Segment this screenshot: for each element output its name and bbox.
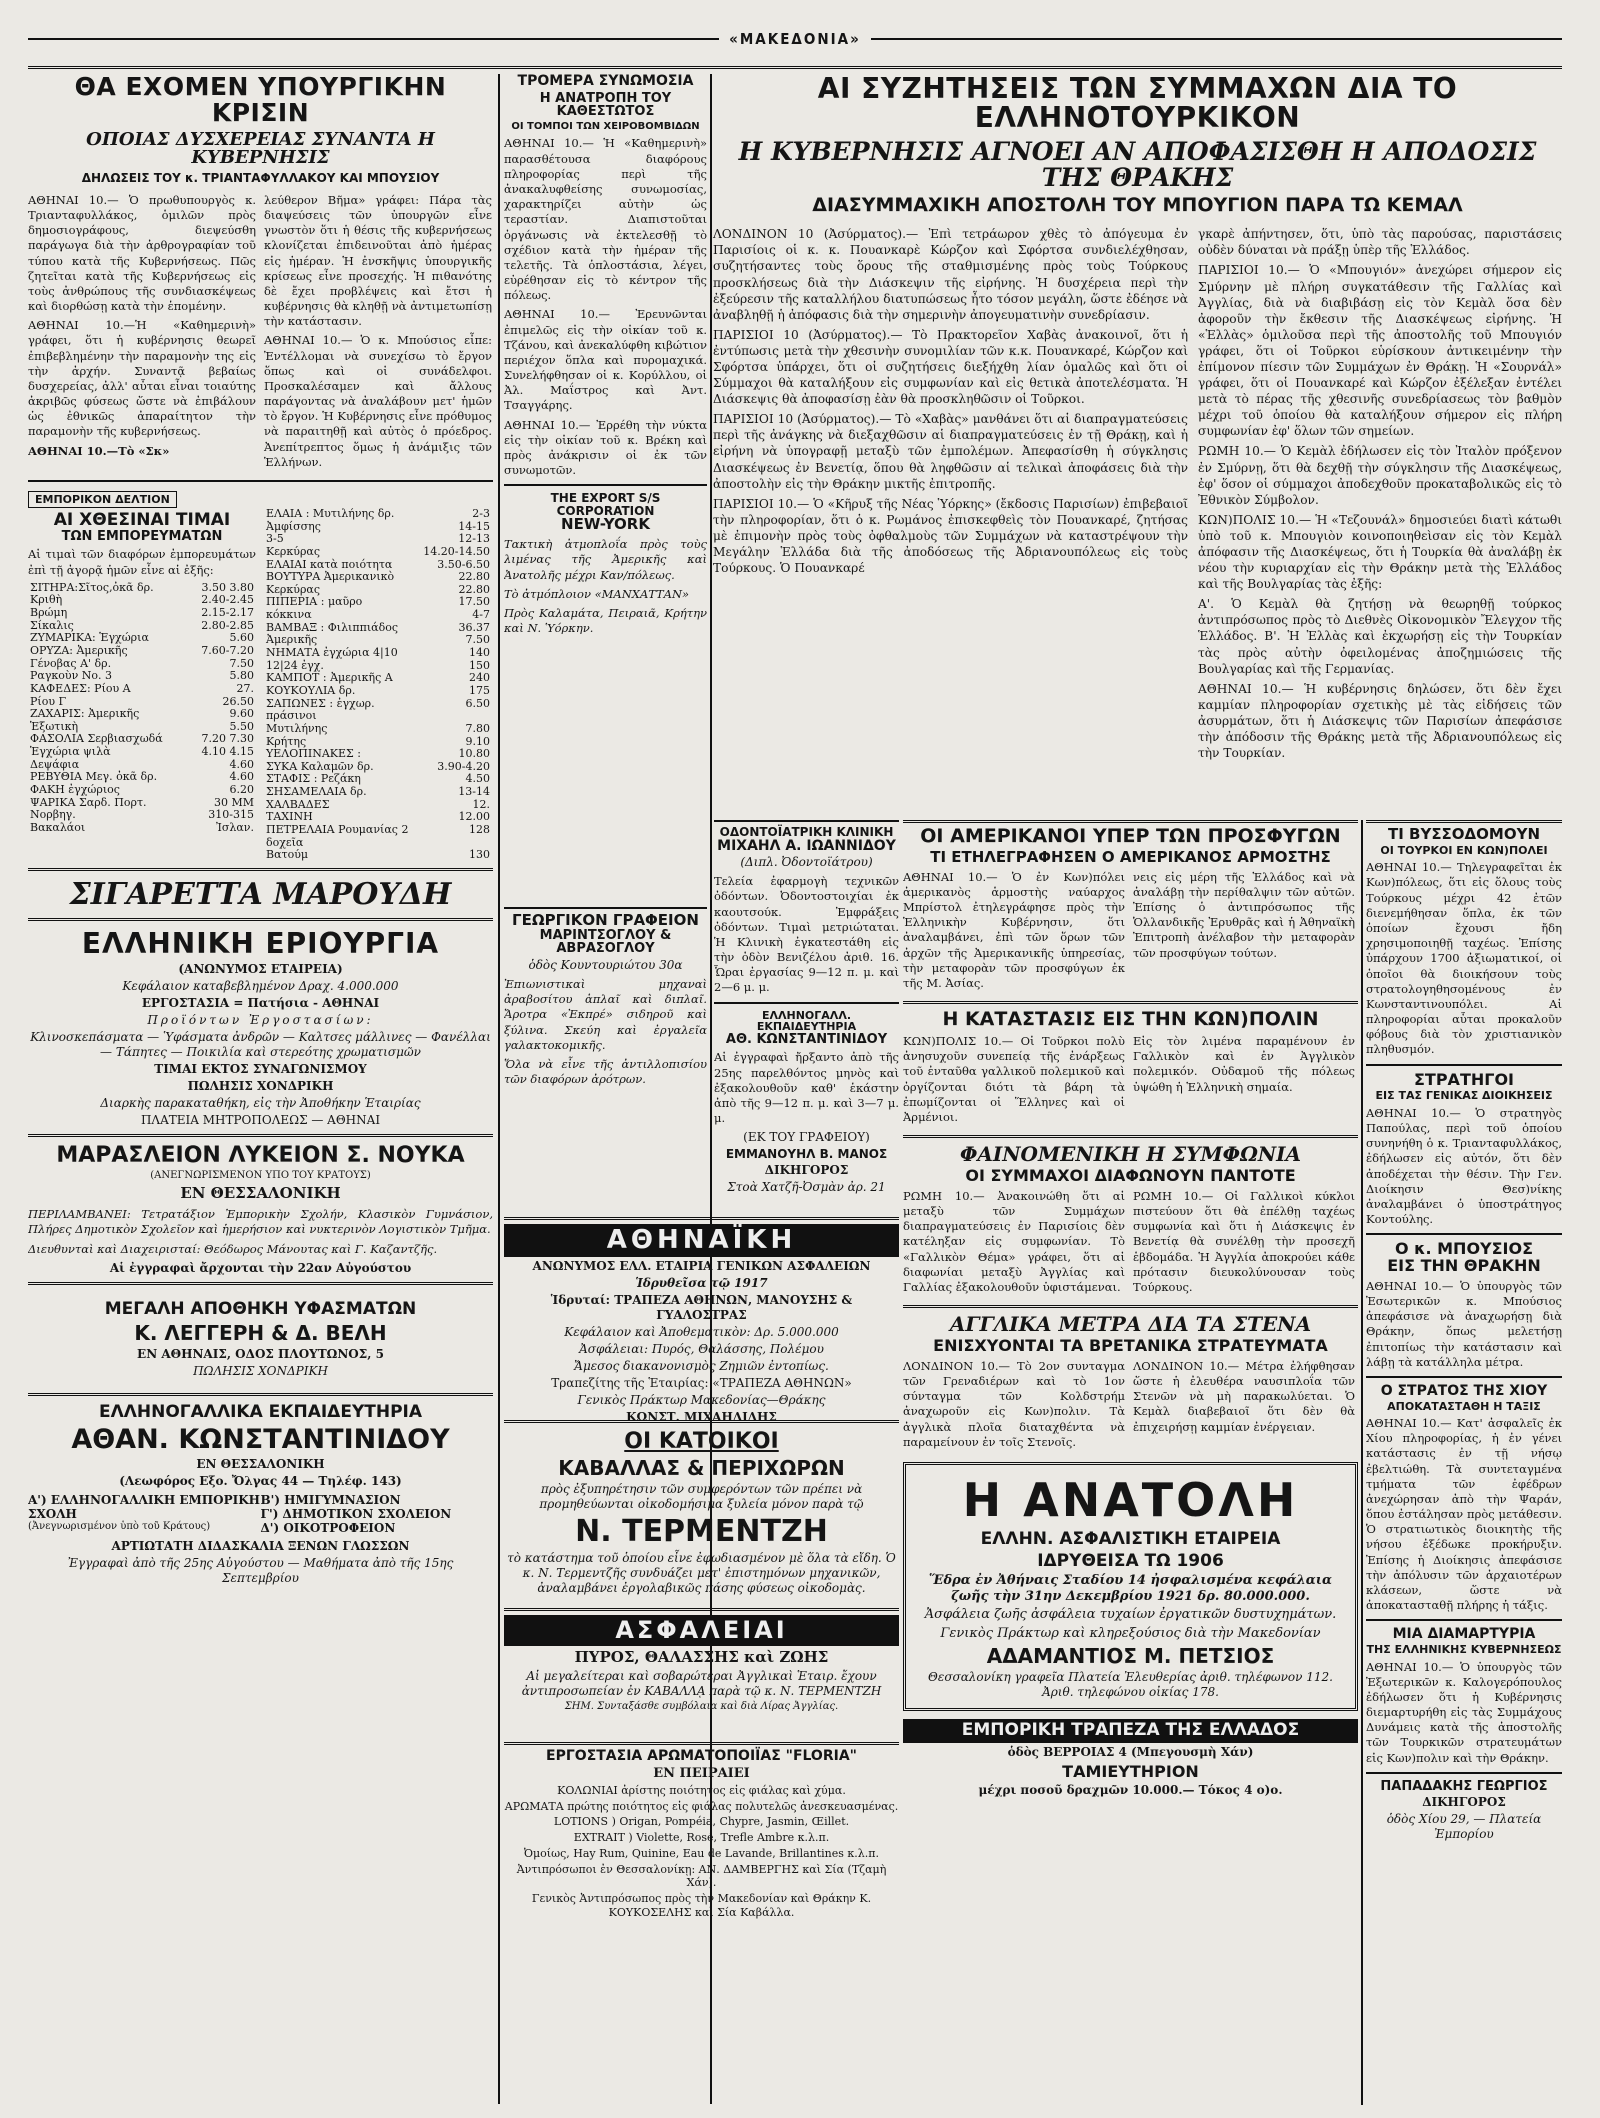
ad-bank-body: μέχρι ποσοῦ δραχμῶν 10.000.— Τόκος 4 ο)ο. xyxy=(978,1782,1283,1797)
ad-athinaiki-bank: Τραπεζίτης τῆς Ἑταιρίας: «ΤΡΑΠΕΖΑ ΑΘΗΝΩΝ» xyxy=(551,1376,852,1391)
price-item: Κερκύρας xyxy=(266,544,321,558)
price-row xyxy=(264,546,492,559)
price-item: ΡΕΒΥΘΙΑ Μεγ. ὀκᾶ δρ. xyxy=(30,770,158,784)
price-item: Ἑξωτικὴ xyxy=(30,719,79,733)
price-item: Γένοβας Α' δρ. xyxy=(30,656,112,670)
protests-p1: ΑΘΗΝΑΙ 10.— Ὁ ἐν Κων)πόλει ἀμερικανὸς ἁρμοστὴς ναύαρχος Μπρίστολ ἐτηλεγράφησε πρὸς τὴν Ἑλληνικὴν Κυβέρνησιν, ὅτι ἀναλαμβάνει, ἐπὶ τῶν ὅρων τῶν ἀρχῶν τῆς Ἀμερικανικῆς ὑπηρεσίας, τὴν μεταφορὰν τῶν προσφύγων ἐκ τῆς Μ. Ἀσίας. xyxy=(903,869,1125,990)
ad-edu2-title: ΕΛΛΗΝΟΓΑΛΛ. ΕΚΠΑΙΔΕΥΤΗΡΙΑ xyxy=(756,1008,857,1034)
ad-school-body: ΠΕΡΙΛΑΜΒΑΝΕΙ: Τετρατάξιον Ἐμπορικὴν Σχολήν, Κλασικὸν Γυμνάσιον, Πλήρες Δημοτικὸν Σχολεῖον καὶ ἡμερήσιον καὶ νυκτερινὸν Λογιστικὸν Τμῆμα. xyxy=(28,1207,493,1237)
price-item: 12|24 ἐγχ. xyxy=(266,658,324,672)
ad-papadakis-title: ΔΙΚΗΓΟΡΟΣ xyxy=(1422,1795,1506,1810)
ad-wool-sales: ΠΩΛΗΣΙΣ ΧΟΝΔΡΙΚΗ xyxy=(187,1078,334,1093)
ad-fabrics-addr: ΕΝ ΑΘΗΝΑΙΣ, ΟΔΟΣ ΠΛΟΥΤΩΝΟΣ, 5 xyxy=(137,1346,384,1361)
price-row xyxy=(28,645,256,658)
price-row xyxy=(264,698,492,723)
price-value: 7.50 xyxy=(465,633,490,647)
price-value: 10.80 xyxy=(458,747,490,761)
price-value: 14-15 xyxy=(458,519,490,533)
ad-anatoli-addr: Θεσσαλονίκη γραφεῖα Πλατεία Ἐλευθερίας ἀριθ. τηλέφωνον 112. Ἀριθ. τηλεφώνου οἰκίας 178. xyxy=(928,1669,1333,1699)
kpoli-headline: Η ΚΑΤΑΣΤΑΣΙΣ ΕΙΣ ΤΗΝ ΚΩΝ)ΠΟΛΙΝ xyxy=(942,1008,1319,1031)
ad-bank-addr: ὁδὸς ΒΕΡΡΟΙΑΣ 4 (Μπεγουσμὴ Χάν) xyxy=(1007,1744,1254,1759)
ad-floria-place: ΕΝ ΠΕΙΡΑΙΕΙ xyxy=(653,1765,750,1781)
ad-residents-name: Ν. ΤΕΡΜΕΝΤΖΗ xyxy=(575,1514,828,1549)
ad-athinaiki-agent-name: ΚΩΝΣΤ. ΜΙΧΑΗΛΙΔΗΣ xyxy=(626,1410,777,1424)
price-row xyxy=(264,533,492,546)
price-value: 5.60 xyxy=(229,631,254,645)
price-item: ΣΤΑΦΙΣ : Ρεζάκη xyxy=(266,772,361,786)
main-p4: ΠΑΡΙΣΙΟΙ 10.— Ὁ «Κῆρυξ τῆς Νέας Ὑόρκης» (ἔκδοσις Παρισίων) ἐπιβεβαιοῖ τὴν πληροφορίαν, ὅτι ὁ κ. Ρωμάνος ἐπισκεφθεὶς τὸν Πουανκαρέ, ζητήσας μὲ ἐπιμονὴν πρὸς τοὺς ὀφθαλμοὺς τῶν Συμμάχων νὰ καταστρέψουν τὴν Μεγάλην Ἑλλάδα διὰ τῆς ἀποδόσεως τῆς Ἀδριανουπόλεως εἰς τοὺς Τούρκους. Ὁ Πουανκαρέ xyxy=(713,496,1188,576)
conspiracy-p1: ΑΘΗΝΑΙ 10.— Ἡ «Καθημερινὴ» παρασθέτουσα διαφόρους πληροφορίας περὶ τῆς ἀνακαλυφθείσης συνωμοσίας, χαρακτηρίζει αὐτὴν ὡς τεραστίαν. Διαπιστοῦται ὀργάνωσις νὰ ἐκτελεσθῇ τὸ σχέδιον κατὰ τὴν ἡμέραν τῆς τελετῆς. Τὰ ὁπλοστάσια, λέγει, εὑρέθησαν εἰς τὸ κέντρον τῆς πόλεως. xyxy=(504,136,707,303)
ad-export-body: Τακτικὴ ἀτμοπλοΐα πρὸς τοὺς λιμένας τῆς Ἀμερικῆς καὶ Ἀνατολῆς μέχρι Καν/πόλεως. xyxy=(504,537,707,582)
ad-papadakis-addr: ὁδὸς Χίου 29, — Πλατεία Ἐμπορίου xyxy=(1386,1812,1542,1842)
ad-athinaiki-types2: Ἄμεσος διακανονισμὸς Ζημιῶν ἐντοπίως. xyxy=(574,1359,829,1374)
price-item: ΕΛΑΙΑΙ κατὰ ποιότητα xyxy=(266,557,393,571)
ad-residents-body2: τὸ κατάστημα τοῦ ὁποίου εἶνε ἐφωδιασμένον μὲ ὅλα τὰ εἴδη. Ὁ κ. Ν. Τερμεντζῆς συνδυάζει μετ' ἐπιστημόνων μηχανικῶν, ἀναλαμβάνει ἐργολαβικῶς πάσης φύσεως οἰκοδομὰς. xyxy=(507,1551,896,1595)
ad-wool-prices: ΤΙΜΑΙ ΕΚΤΟΣ ΣΥΝΑΓΩΝΙΣΜΟΥ xyxy=(154,1061,367,1076)
crisis-p3: λεύθερον Βῆμα» γράφει: Πάρα τὰς διαψεύσεις τῶν ὑπουργῶν εἶνε γνωστὸν ὅτι ἡ θέσις τῆς κυβερνήσεως κλονίζεται ἐπιδεινοῦται ἀπὸ ἡμέρας εἰς ἡμέραν. Ἡ ἐνσκῆψις ὑπουργικῆς κρίσεως εἶνε προσεχής. Ἡ πιθανότης δὲ ἔχει προβλέψεις καὶ ἔτσι ἡ κυβέρνησις θὰ κληθῇ νὰ ἀντιμετωπίσῃ τὴν κατάστασιν. xyxy=(264,192,492,329)
price-value: 7.50 xyxy=(229,656,254,670)
ad-insurance xyxy=(504,1608,899,1745)
price-item: ΒΟΥΤΥΡΑ Ἀμερικανικὸ xyxy=(266,570,395,584)
ad-lawyer-name: ΕΜΜΑΝΟΥΗΛ Β. ΜΑΝΟΣ xyxy=(725,1147,888,1162)
ad-athinaiki xyxy=(504,1217,899,1424)
ad-anatoli xyxy=(903,1462,1358,1711)
chios-headline: Ο ΣΤΡΑΤΟΣ ΤΗΣ ΧΙΟΥ xyxy=(1380,1382,1548,1399)
ad-edu-name: ΑΘΑΝ. ΚΩΝΣΤΑΝΤΙΝΙΔΟΥ xyxy=(71,1423,450,1455)
price-item: ΣΙΤΗΡΑ:Σῖτος,ὀκᾶ δρ. xyxy=(30,580,154,594)
ad-edu-r1: Β') ΗΜΙΓΥΜΝΑΣΙΟΝ xyxy=(260,1492,401,1507)
price-item: Κερκύρας xyxy=(266,582,321,596)
protest-p1: ΑΘΗΝΑΙ 10.— Ὁ ὑπουργὸς τῶν Ἐξωτερικῶν κ. Καλογερόπουλος ἐδήλωσεν ὅτι ἡ Κυβέρνησις διεμαρτυρήθη εἰς τὰς Συμμάχους Δυνάμεις κατὰ τῆς ἀποστολῆς τῶν Τουρκικῶν στρατευμάτων εἰς Κων)πολιν καὶ τὴν Θράκην. xyxy=(1366,1659,1562,1765)
main-p10: ΑΘΗΝΑΙ 10.— Ἡ κυβέρνησις δηλώσεν, ὅτι δὲν ἔχει καμμίαν πληροφορίαν σχετικὴς μὲ τὰς εἰδήσεις τῶν ἀσυρμάτων, ὅτι ἡ Διάσκεψις τῶν Παρισίων ἀπεφάσισε τὴν ἀπόδοσιν τῆς Θράκης μετὰ τῆς Ἀδριανουπόλεως εἰς τὴν Τουρκίαν. xyxy=(1198,681,1562,761)
ad-dentist-sub: (Διπλ. Ὀδοντοϊάτρου) xyxy=(740,855,873,870)
straits-p2: ΛΟΝΔΙΝΟΝ 10.— Μέτρα ἐλήφθησαν ὥστε ἡ ἐλευθέρα ναυσιπλοΐα τῶν Στενῶν νὰ μὴ παρακωλύεται. Ὁ Κεμὰλ διαβεβαιοῖ ὅτι δὲν θὰ ἐπιχειρήσῃ καμμίαν ἐνέργειαν. xyxy=(1133,1358,1355,1434)
ad-anatoli-body2: Ἀσφάλεια ζωῆς ἀσφάλεια τυχαίων ἐργατικῶν δυστυχημάτων. xyxy=(924,1607,1337,1623)
protests-sub: ΤΙ ΕΤΗΛΕΓΡΑΦΗΣΕΝ Ο ΑΜΕΡΙΚΑΝΟΣ ΑΡΜΟΣΤΗΣ xyxy=(930,847,1331,866)
ad-insurance-title: ΑΣΦΑΛΕΙΑΙ xyxy=(504,1615,899,1646)
ad-wool-rep: Διαρκὴς παρακαταθήκη, εἰς τὴν Ἀποθήκην Ἑταιρίας xyxy=(100,1095,421,1110)
main-p9: Α'. Ὁ Κεμὰλ θὰ ζητήσῃ νὰ θεωρηθῇ τούρκος ἀντιπρόσωπος πρὸς τὸ Διεθνὲς Οἰκονομικὸν Ἔλεγχον τῆς Ἑλλάδος. Β'. Ἡ Ἑλλὰς καὶ ἐκχωρήσῃ εἰς τὴν Τουρκίαν τὰς πρὸς αὐτὴν ὀφειλομένας ἀποζημιώσεις τῆς Βουλγαρίας καὶ τῆς Γερμανίας. xyxy=(1198,597,1562,676)
ad-edu-addr: (Λεωφόρος Εξο. Ὄλγας 44 — Τηλέφ. 143) xyxy=(119,1473,402,1488)
ad-athinaiki-types: Ἀσφάλειαι: Πυρός, Θαλάσσης, Πολέμου xyxy=(579,1342,824,1357)
price-item: Ραγκοὺν Νο. 3 xyxy=(30,669,113,683)
commercial-head: ΕΜΠΟΡΙΚΟΝ ΔΕΛΤΙΟΝ xyxy=(28,491,177,508)
price-item: ΚΑΦΕΔΕΣ: Ρίου Α xyxy=(30,681,131,695)
price-value: 6.20 xyxy=(229,783,254,797)
ad-wool-products: Προϊόντων Ἐργοστασίων: xyxy=(147,1012,374,1027)
main-p1: ΛΟΝΔΙΝΟΝ 10 (Ἀσύρματος).— Ἐπὶ τετράωρον χθὲς τὸ ἀπόγευμα ἐν Παρισίοις οἱ κ. κ. Πουανκαρὲ Κώρζον καὶ Σφόρτσα συνδιελέχθησαν, συζητήσαντες τοὺς ὅρους τῆς σταθμισμένης πρὸς τοὺς Τούρκους προσκλήσεως διὰ τὴν Διάσκεψιν τῆς εἰρήνης. Ἡ δυσχέρεια περὶ τὴν ἐξεύρεσιν τῆς καταλλήλου διατυπώσεως ἦτο τόσον μεγάλη, ὥστε ἐδέησε νὰ ἀναβληθῇ ἡ ἀπόφασις διὰ τὴν σημερινὴν ἀπογευματινὴν συνεδρίασιν. xyxy=(713,227,1188,322)
price-value: 12. xyxy=(472,797,490,811)
ad-floria-l3: LOTIONS ) Origan, Pompéia, Chypre, Jasmin, Œillet. xyxy=(553,1815,850,1829)
price-value: 27. xyxy=(236,681,254,695)
ad-floria-l7: Γενικὸς Ἀντιπρόσωπος πρὸς τὴν Μακεδονίαν καὶ Θράκην Κ. ΚΟΥΚΟΣΕΛΗΣ καὶ Σία Καβάλλα. xyxy=(531,1892,872,1919)
crisis-p1: ΑΘΗΝΑΙ 10.— Ὁ πρωθυπουργὸς κ. Τριανταφυλλάκος, ὁμιλῶν πρὸς δημοσιογράφους, διεψεύσθη παράγωγα διὰ τὴν ἀρθρογραφίαν τοῦ τύπου κατὰ τῆς Κυβερνήσεως. Πῶς ζητεῖται κατὰ τῆς Κυβερνήσεως εἰς τοὺς ἀνθρώπους τῆς συνδιασκέψεως καὶ διορθώσῃ κατὰ τὴν ἑπομένην. xyxy=(28,192,256,314)
column-far-right xyxy=(1366,820,1562,2105)
price-value: 7.60-7.20 xyxy=(201,644,254,657)
ad-floria-title: ΕΡΓΟΣΤΑΣΙΑ ΑΡΩΜΑΤΟΠΟΙΪΑΣ "FLORIA" xyxy=(546,1748,857,1764)
price-row xyxy=(264,571,492,584)
price-value: 2.80-2.85 xyxy=(201,618,254,632)
price-row xyxy=(28,746,256,759)
ad-export-body2: Πρὸς Καλαμάτα, Πειραιᾶ, Κρήτην καὶ Ν. Ὑόρκην. xyxy=(504,605,707,634)
ad-bank-sub: ΤΑΜΙΕΥΤΗΡΙΟΝ xyxy=(1062,1761,1199,1781)
main-p6: ΠΑΡΙΣΙΟΙ 10.— Ὁ «Μπουγιόν» ἀνεχώρει σήμερον εἰς Σμύρνην μὲ πλήρη συγκατάθεσιν τῆς Γαλλίας καὶ Ἀγγλίας, διὰ νὰ διαβιβάσῃ εἰς τὸν Κεμὰλ ὅσα δὲν ἀφοροῦν τὴν ἔκθεσιν τῆς Διασκέψεως εἰρήνης. Ἡ «Ἑλλὰς» ὁμιλοῦσα περὶ τῆς ἀποστολῆς τοῦ Μπουγιόν γράφει, ὅτι οἱ Τοῦρκοι εὑρίσκουν ἀντικειμένην τὴν ἐπίμονον πίεσιν τῶν Συμμάχων ἐν Θράκῃ. Ἡ «Σουρνάλ» γράφει, ὅτι οἱ Πουανκαρέ καὶ Κώρζον ἐξέλεξαν ἐντέλει μετὰ τὸ πέρας τῆς χθεσινῆς συνεδρίασεως τὸν βαθμὸν μέχρι τοῦ ὁποίου θὰ καταλήξουν σήμερον εἰς πλήρη συμφωνίαν ἐφ' ὅλων τῶν σημείων. xyxy=(1198,263,1562,439)
ad-edu-title: ΕΛΛΗΝΟΓΑΛΛΙΚΑ ΕΚΠΑΙΔΕΥΤΗΡΙΑ xyxy=(98,1401,423,1422)
price-row xyxy=(28,784,256,797)
ad-floria-l6: Ἀντιπρόσωποι ἐν Θεσσαλονίκῃ: ΑΝ. ΔΑΜΒΕΡΓΗΣ καὶ Σία (Τζαμὴ Χάν). xyxy=(516,1862,887,1890)
price-value: 5.50 xyxy=(229,719,254,733)
price-row xyxy=(264,824,492,849)
straits-sub: ΕΝΙΣΧΥΟΝΤΑΙ ΤΑ ΒΡΕΤΑΝΙΚΑ ΣΤΡΑΤΕΥΜΑΤΑ xyxy=(933,1336,1328,1356)
price-value: 140 xyxy=(469,646,490,660)
ad-georgikon-body: Ἐπιωνιστικαὶ μηχαναὶ ἀραβοσίτου ἁπλαῖ καὶ διπλαῖ. Ἄροτρα «Ἐκπρέ» σιδηροῦ καὶ ξύλινα. Σκεύη καὶ ἐργαλεῖα γαλακτοκομικῆς. xyxy=(504,977,707,1052)
price-value: 150 xyxy=(469,658,490,672)
price-item: ΚΑΜΠΟΤ : Ἀμερικῆς Α xyxy=(266,671,393,685)
price-value: 5.80 xyxy=(229,669,254,683)
price-value: 9.10 xyxy=(465,734,490,748)
ad-floria xyxy=(504,1742,899,1949)
ad-wool xyxy=(28,927,493,1128)
price-item: ΟΡΥΖΑ: Ἀμερικῆς xyxy=(30,644,128,657)
price-item: ΤΑΧΙΝΗ xyxy=(266,810,313,824)
ad-georgikon xyxy=(504,907,707,1168)
ad-school-sub: (ΑΝΕΓΝΩΡΙΣΜΕΝΟΝ ΥΠΟ ΤΟΥ ΚΡΑΤΟΥΣ) xyxy=(150,1169,371,1181)
price-item: Ρίου Γ xyxy=(30,694,67,708)
price-item: ΦΑΣΟΛΙΑ Σερβιασχωδά xyxy=(30,732,163,746)
agreement-sub: ΟΙ ΣΥΜΜΑΧΟΙ ΔΙΑΦΩΝΟΥΝ ΠΑΝΤΟΤΕ xyxy=(965,1166,1296,1186)
price-item: ΥΕΛΟΠΙΝΑΚΕΣ : xyxy=(266,747,361,761)
conspiracy-headline: ΤΡΟΜΕΡΑ ΣΥΝΩΜΟΣΙΑ xyxy=(517,74,694,89)
price-value: 4.60 xyxy=(229,770,254,784)
price-item: Ἀμφίσσης xyxy=(266,519,321,533)
ad-athinaiki-capital: Κεφάλαιον καὶ Ἀποθεματικὸν: Δρ. 5.000.000 xyxy=(564,1325,839,1340)
protest-sub: ΤΗΣ ΕΛΛΗΝΙΚΗΣ ΚΥΒΕΡΝΗΣΕΩΣ xyxy=(1366,1643,1562,1657)
commercial-table-right xyxy=(264,508,492,862)
crisis-headline: ΘΑ ΕΧΟΜΕΝ ΥΠΟΥΡΓΙΚΗΝ ΚΡΙΣΙΝ xyxy=(74,74,447,128)
ad-fabrics-names: Κ. ΛΕΓΓΕΡΗ & Δ. ΒΕΛΗ xyxy=(134,1320,387,1345)
crisis-p5: ΑΘΗΝΑΙ 10.—Τὸ «Σκ» xyxy=(28,443,170,458)
ad-athinaiki-founders: Ἱδρυταί: ΤΡΑΠΕΖΑ ΑΘΗΝΩΝ, ΜΑΝΟΥΣΗΣ & ΓΥΑΛΟΣΤΡΑΣ xyxy=(550,1293,853,1323)
price-row xyxy=(28,607,256,620)
generals-p1: ΑΘΗΝΑΙ 10.— Ὁ στρατηγὸς Παπούλας, περὶ τοῦ ὁποίου συνηνήθη ὁ κ. Τριανταφυλλάκος, ἐδήλωσεν εἰς αὐτόν, ὅτι δὲν ἀποδέχεται τὴν θέσιν. Τὴν Γεν. Διοίκησιν Θεσ)νίκης ἀναλαμβάνει ὁ ὑποστράτηγος Κοντούλης. xyxy=(1366,1105,1562,1227)
ad-fabrics-title: ΜΕΓΑΛΗ ΑΠΟΘΗΚΗ ΥΦΑΣΜΑΤΩΝ xyxy=(104,1298,417,1319)
ad-floria-l1: ΚΟΛΩΝΙΑΙ ἀρίστης ποιότητος εἰς φιάλας καὶ χύμα. xyxy=(557,1783,846,1797)
ad-anatoli-body: Ἕδρα ἐν Ἀθήναις Σταδίου 14 ἠσφαλισμένα κεφάλαια ζωῆς τὴν 31ην Δεκεμβρίου 1921 δρ. 80.000.000. xyxy=(928,1572,1333,1605)
price-item: ΠΙΠΕΡΙΑ : μαῦρο xyxy=(266,595,363,609)
ad-residents-title: ΟΙ ΚΑΤΟΙΚΟΙ xyxy=(624,1429,779,1454)
column-center-right xyxy=(903,820,1358,2100)
ad-insurance-sub: ΠΥΡΟΣ, ΘΑΛΑΣΣΗΣ καὶ ΖΩΗΣ xyxy=(574,1648,829,1667)
price-item: ΖΑΧΑΡΙΣ: Ἀμερικῆς xyxy=(30,707,140,721)
ad-dentist-title: ΟΔΟΝΤΟΪΑΤΡΙΚΗ ΚΛΙΝΙΚΗ xyxy=(719,825,894,839)
kpoli-p1: ΚΩΝ)ΠΟΛΙΣ 10.— Οἱ Τοῦρκοι πολὺ ἀνησυχοῦν συνεπείᾳ τῆς ἐνάρξεως τοῦ ἐνταῦθα γαλλικοῦ πολεμικοῦ καὶ ὀργίζονται διότι τὰ βάρη τὰ ἐπωμίζονται οἱ Ἕλληνες καὶ οἱ Ἀρμένιοι. xyxy=(903,1034,1125,1124)
masthead xyxy=(28,12,1562,69)
price-item: ΖΥΜΑΡΙΚΑ: Ἑγχώρια xyxy=(30,631,149,645)
price-value: 3.90-4.20 xyxy=(437,759,490,773)
ad-athinaiki-sub: ΑΝΩΝΥΜΟΣ ΕΛΛ. ΕΤΑΙΡΙΑ ΓΕΝΙΚΩΝ ΑΣΦΑΛΕΙΩΝ xyxy=(532,1259,871,1274)
price-item: ΝΗΜΑΤΑ ἐγχώρια 4|10 xyxy=(266,646,398,660)
ad-edu2-foot: (ΕΚ ΤΟΥ ΓΡΑΦΕΙΟΥ) xyxy=(743,1130,870,1145)
ad-dentist-name: ΜΙΧΑΗΛ Α. ΙΩΑΝΝΙΔΟΥ xyxy=(717,837,896,854)
masthead-title: «ΜΑΚΕΔΟΝΙΑ» xyxy=(719,30,871,48)
ad-anatoli-title: Η ΑΝΑΤΟΛΗ xyxy=(962,1472,1299,1527)
crisis-subheadline: ΟΠΟΙΑΣ ΔΥΣΧΕΡΕΙΑΣ ΣΥΝΑΝΤΑ Η ΚΥΒΕΡΝΗΣΙΣ xyxy=(86,128,435,169)
price-row xyxy=(264,786,492,799)
ad-georgikon-addr: ὁδὸς Κουντουριώτου 30α xyxy=(528,958,683,973)
conspiracy-deck: ΟΙ ΤΟΜΠΟΙ ΤΩΝ ΧΕΙΡΟΒΟΜΒΙΔΩΝ xyxy=(511,120,700,132)
ad-edu-foot2: Ἐγγραφαὶ ἀπὸ τῆς 25ης Αὐγούστου — Μαθήματα ἀπὸ τῆς 15ης Σεπτεμβρίου xyxy=(67,1555,454,1585)
straits-p1: ΛΟΝΔΙΝΟΝ 10.— Τὸ 2ον συνταγμα τῶν Γρεναδιέρων καὶ τὸ 1ον σύνταγμα τῶν Κολδστρήμ ἀναχωροῦν εἰς Κων)πολιν. Τὰ ἀγγλικὰ πλοῖα διαταχθέντα νὰ παραμείνουν ἐν τοῖς Στενοῖς. xyxy=(903,1358,1125,1449)
bousios-headline: Ο κ. ΜΠΟΥΣΙΟΣ xyxy=(1394,1239,1534,1259)
generals-sub: ΕΙΣ ΤΑΣ ΓΕΝΙΚΑΣ ΔΙΟΙΚΗΣΕΙΣ xyxy=(1375,1089,1553,1103)
ad-lawyer-addr: Στοὰ Χατζῆ-Ὀσμὰν ἀρ. 21 xyxy=(727,1179,886,1194)
bousios-p1: ΑΘΗΝΑΙ 10.— Ὁ ὑπουργὸς τῶν Ἐσωτερικῶν κ. Μπούσιος ἀπεφάσισε νὰ ἀναχωρήσῃ διὰ Θράκην, ὅπως μελετήσῃ ἐπιτοπίως τὴν κατάστασιν καὶ λάβῃ τὰ κατάλληλα μέτρα. xyxy=(1366,1278,1562,1369)
ad-anatoli-sub: ΕΛΛΗΝ. ΑΣΦΑΛΙΣΤΙΚΗ ΕΤΑΙΡΕΙΑ xyxy=(980,1528,1281,1549)
price-row xyxy=(264,609,492,622)
protest-headline: ΜΙΑ ΔΙΑΜΑΡΤΥΡΙΑ xyxy=(1392,1626,1536,1643)
ad-anatoli-name: ΑΔΑΜΑΝΤΙΟΣ Μ. ΠΕΤΣΙΟΣ xyxy=(986,1643,1275,1668)
ad-edu-foot: ΑΡΤΙΩΤΑΤΗ ΔΙΔΑΣΚΑΛΙΑ ΞΕΝΩΝ ΓΛΩΣΣΩΝ xyxy=(111,1538,410,1553)
price-value: 13-14 xyxy=(458,785,490,799)
price-value: 26.50 xyxy=(222,694,254,708)
price-value: 4.10 4.15 xyxy=(201,745,254,759)
agreement-headline: ΦΑΙΝΟΜΕΝΙΚΗ Η ΣΥΜΦΩΝΙΑ xyxy=(959,1142,1302,1167)
price-item: ΣΑΠΩΝΕΣ : ἐγχωρ. πράσινοι xyxy=(266,696,375,723)
ad-edu2-body: Αἱ ἐγγραφαὶ ἤρξαντο ἀπὸ τῆς 25ης παρελθόντος μηνὸς καὶ ἐξακολουθοῦν καθ' ἑκάστην ἀπὸ τῆς 9—12 π. μ. καὶ 3—7 μ. μ. xyxy=(714,1050,899,1126)
price-value: 2-3 xyxy=(472,506,490,520)
conspiracy-p2: ΑΘΗΝΑΙ 10.— Ἐρευνῶνται ἐπιμελῶς εἰς τὴν οἰκίαν τοῦ κ. Τζάνου, καὶ ἀνεκαλύφθη κιβώτιον περιέχον ὅπλα καὶ πυρομαχικά. Συνελήφθησαν οἱ κ. Κορύλλου, οἱ Ἀλ. Μαΐστρος καὶ Ἀντ. Τσαγγάρης. xyxy=(504,307,707,413)
price-value: 4-7 xyxy=(472,608,490,622)
main-p3: ΠΑΡΙΣΙΟΙ 10 (Ἀσύρματος).— Τὸ «Χαβὰς» μανθάνει ὅτι αἱ διαπραγματεύσεις περὶ τῆς ἀνάγκης νὰ διεξαχθῶσιν αἱ διαπραγματεύσεις ἐν τῇ Θράκῃ, καὶ ἡ εἰρήνη νὰ ὑπογραφῇ μεταξὺ τῶν ἐμπολέμων. Ἀπεφασίσθη ἡ σύγκλησις Διασκέψεως ἐν Βενετίᾳ, ὅπου θὰ ληφθῶσιν αἱ τελικαὶ ἀποφάσεις διὰ τὴν ἀποστολὴν εἰς τὴν Θράκην μικτῆς ἐπιτροπῆς. xyxy=(713,412,1188,491)
bombs-headline: ΤΙ ΒΥΣΣΟΔΟΜΟΥΝ xyxy=(1387,825,1541,843)
price-item: κόκκινα xyxy=(266,608,312,622)
straits-headline: ΑΓΓΛΙΚΑ ΜΕΤΡΑ ΔΙΑ ΤΑ ΣΤΕΝΑ xyxy=(949,1312,1312,1337)
price-value: 240 xyxy=(469,671,490,685)
main-article xyxy=(713,74,1562,765)
bousios-sub: ΕΙΣ ΤΗΝ ΘΡΑΚΗΝ xyxy=(1387,1256,1541,1276)
ad-fabrics-sales: ΠΩΛΗΣΙΣ ΧΟΝΔΡΙΚΗ xyxy=(193,1363,328,1378)
price-item: ΕΛΑΙΑ : Μυτιλήνης δρ. xyxy=(266,506,395,520)
main-deck: ΔΙΑΣΥΜΜΑΧΙΚΗ ΑΠΟΣΤΟΛΗ ΤΟΥ ΜΠΟΥΓΙΟΝ ΠΑΡΑ ΤΩ ΚΕΜΑΛ xyxy=(812,194,1463,217)
price-value: 12-13 xyxy=(458,532,490,546)
price-value: 2.40-2.45 xyxy=(201,593,254,607)
price-value: 14.20-14.50 xyxy=(423,544,490,558)
ad-wool-capital: Κεφάλαιον καταβεβλημένον Δραχ. 4.000.000 xyxy=(122,978,399,993)
conspiracy-sub: Η ΑΝΑΤΡΟΠΗ ΤΟΥ ΚΑΘΕΣΤΩΤΟΣ xyxy=(539,90,672,120)
price-row xyxy=(264,849,492,862)
ad-edu-r3: Δ') ΟΙΚΟΤΡΟΦΕΙΟΝ xyxy=(260,1520,396,1535)
ad-fabrics xyxy=(28,1291,493,1387)
protests-headline: ΟΙ ΑΜΕΡΙΚΑΝΟΙ ΥΠΕΡ ΤΩΝ ΠΡΟΣΦΥΓΩΝ xyxy=(920,825,1341,847)
price-row xyxy=(264,685,492,698)
ad-insurance-foot: ΣΗΜ. Συνταξάσθε συμβόλαια καὶ διὰ Λίρας Ἀγγλίας. xyxy=(564,1700,839,1712)
price-value: 22.80 xyxy=(458,570,490,584)
ad-wool-factory: ΕΡΓΟΣΤΑΣΙΑ = Πατήσια - ΑΘΗΝΑΙ xyxy=(141,995,380,1010)
price-value: Ἰσλαν. xyxy=(216,820,254,834)
price-item: Ἑγχώρια ψιλὰ xyxy=(30,745,111,759)
price-value: 310-315 xyxy=(208,808,254,822)
main-p2: ΠΑΡΙΣΙΟΙ 10 (Ἀσύρματος).— Τὸ Πρακτορεῖον Χαβὰς ἀνακοινοῖ, ὅτι ἡ ἐντύπωσις μετὰ τὴν χθεσινὴν συνομιλίαν τῶν κ.κ. Πουανκαρέ, Κώρζον καὶ Σφόρτσα ὑπάρχει, ὅτι οἱ συζητήσεις διεξήχθη λίαν ὁμαλῶς καὶ ὅτι οἱ Σύμμαχοι θὰ καταλήξουν εἰς συμφωνίαν καὶ εἰς θετικὰ ἀποτελέσματα. Ἡ Διάσκεψις θὰ ἀποφασίσῃ ἐὰν θὰ προσκληθῶσιν οἱ Τοῦρκοι. xyxy=(713,327,1188,407)
price-item: 3-5 xyxy=(266,532,284,546)
ad-school-exams: Αἱ ἐγγραφαὶ ἄρχονται τὴν 22αν Αὐγούστου xyxy=(109,1260,412,1275)
price-value: 22.80 xyxy=(458,582,490,596)
ad-school-dirs: Διευθυνταὶ καὶ Διαχειρισταί: Θεόδωρος Μάνουτας καὶ Γ. Καζαντζῆς. xyxy=(28,1241,438,1256)
ad-wool-title: ΕΛΛΗΝΙΚΗ ΕΡΙΟΥΡΓΙΑ xyxy=(81,926,440,960)
ad-floria-l5: Ὀμοίως, Hay Rum, Quinine, Eau de Lavande, Brillantines κ.λ.π. xyxy=(524,1846,879,1860)
price-item: ΠΕΤΡΕΛΑΙΑ Ρουμανίας 2 δοχεῖα xyxy=(266,822,409,849)
ad-export-ship: Τὸ ἀτμόπλοιον «ΜΑΝΧΑΤΤΑΝ» xyxy=(504,586,690,601)
protests-p2: νεις εἰς μέρη τῆς Ἑλλάδος καὶ νὰ ἀναλάβῃ τὴν περίθαλψιν τῶν αὐτῶν. Ἐπίσης ὁ ἀντιπρόσωπος τῆς Ὁλλανδικῆς Ἐρυθρᾶς καὶ ἡ Ἀθηναϊκὴ Ἐπιτροπὴ ἀνέλαβον τὴν μεταφορὰν τῶν προσφύγων τούτων. xyxy=(1133,869,1355,960)
ad-edu xyxy=(28,1402,493,1586)
column-left xyxy=(28,74,493,2104)
main-subheadline: Η ΚΥΒΕΡΝΗΣΙΣ ΑΓΝΟΕΙ ΑΝ ΑΠΟΦΑΣΙΣΘΗ Η ΑΠΟΔΟΣΙΣ ΤΗΣ ΘΡΑΚΗΣ xyxy=(738,136,1537,193)
ad-export-city: NEW-YORK xyxy=(561,515,650,534)
price-value: 17.50 xyxy=(458,595,490,609)
ad-edu2-name: ΑΘ. ΚΩΝΣΤΑΝΤΙΝΙΔΟΥ xyxy=(725,1031,888,1047)
price-item: Δεψάφια xyxy=(30,757,80,771)
price-item: Βακαλάοι xyxy=(30,820,86,834)
ad-bank xyxy=(903,1719,1358,1798)
price-item: Κριθὴ xyxy=(30,593,63,607)
ad-residents xyxy=(504,1420,899,1612)
commercial-subtitle: ΤΩΝ ΕΜΠΟΡΕΥΜΑΤΩΝ xyxy=(61,528,223,544)
price-value: 4.50 xyxy=(465,772,490,786)
ad-floria-l2: ΑΡΩΜΑΤΑ πρώτης ποιότητος εἰς φιάλας πολυτελῶς ἀνεσκευασμένας. xyxy=(504,1799,899,1813)
price-item: ΒΑΜΒΑΞ : Φιλιππιάδος xyxy=(266,620,398,634)
price-value: 36.37 xyxy=(458,620,490,634)
ad-residents-sub: ΚΑΒΑΛΛΑΣ & ΠΕΡΙΧΩΡΩΝ xyxy=(558,1456,845,1480)
price-item: ΧΑΛΒΑΔΕΣ xyxy=(266,797,330,811)
price-value: 3.50-6.50 xyxy=(437,557,490,571)
ad-edu-r2: Γ') ΔΗΜΟΤΙΚΟΝ ΣΧΟΛΕΙΟΝ xyxy=(260,1506,452,1521)
ad-athinaiki-est: Ἱδρυθεῖσα τῷ 1917 xyxy=(635,1276,768,1291)
ad-insurance-body: Αἱ μεγαλείτεραι καὶ σοβαρώτεραι Ἀγγλικαὶ Ἑταιρ. ἔχουν ἀντιπροσωπείαν ἐν ΚΑΒΑΛΛᾼ παρὰ τῷ κ. Ν. ΤΕΡΜΕΝΤΖΗ xyxy=(521,1668,882,1698)
price-item: ΚΟΥΚΟΥΛΙΑ δρ. xyxy=(266,683,356,697)
price-value: 9.60 xyxy=(229,707,254,721)
ad-dentist xyxy=(714,820,899,1226)
ad-dentist-body: Τελεία ἐφαρμογὴ τεχνικῶν ὀδόντων. Ὀδοντοστοιχίαι ἐκ καουτσούκ. Ἐμφράξεις ὀδόντων. Τιμαὶ μετριώταται. Ἡ Κλινικὴ ἐγκατεστάθη εἰς τὴν ὁδὸν Βενιζέλου ἀριθ. 16. Ὧραι ἐργασίας 9—12 π. μ. καὶ 2—6 μ. μ. xyxy=(714,874,899,995)
price-row xyxy=(28,822,256,835)
ad-athinaiki-agent: Γενικὸς Πράκτωρ Μακεδονίας—Θράκης xyxy=(577,1393,826,1408)
price-row xyxy=(28,708,256,721)
price-value: 130 xyxy=(469,848,490,862)
price-value: 12.00 xyxy=(458,810,490,824)
price-item: ΣΗΣΑΜΕΛΑΙΑ δρ. xyxy=(266,785,367,799)
bombs-sub: ΟΙ ΤΟΥΡΚΟΙ ΕΝ ΚΩΝ)ΠΟΛΕΙ xyxy=(1380,843,1548,857)
price-value: 30 ΜΜ xyxy=(213,795,254,809)
main-headline: ΑΙ ΣΥΖΗΤΗΣΕΙΣ ΤΩΝ ΣΥΜΜΑΧΩΝ ΔΙΑ ΤΟ ΕΛΛΗΝΟΤΟΥΡΚΙΚΟΝ xyxy=(817,72,1458,135)
price-row xyxy=(264,508,492,521)
price-item: ΣΥΚΑ Καλαμῶν δρ. xyxy=(266,759,374,773)
ad-school-place: ΕΝ ΘΕΣΣΑΛΟΝΙΚΗ xyxy=(180,1184,341,1203)
ad-anatoli-est: ΙΔΡΥΘΕΙΣΑ ΤΩ 1906 xyxy=(1037,1550,1224,1571)
crisis-deck: ΔΗΛΩΣΕΙΣ ΤΟΥ κ. ΤΡΙΑΝΤΑΦΥΛΛΑΚΟΥ ΚΑΙ ΜΠΟΥΣΙΟΥ xyxy=(81,171,440,186)
ad-edu-place: ΕΝ ΘΕΣΣΑΛΟΝΙΚΗ xyxy=(196,1456,325,1471)
ad-residents-body: πρὸς ἐξυπηρέτησιν τῶν συμφερόντων τῶν πρέπει νὰ προμηθεύωνται οἰκοδομήσιμα ξυλεία μόνον παρὰ τῷ xyxy=(539,1482,864,1511)
agreement-p2: ΡΩΜΗ 10.— Οἱ Γαλλικοὶ κύκλοι πιστεύουν ὅτι θὰ ἐπέλθῃ ταχέως συμφωνία καὶ ὅτι ἡ Διάσκεψις ἐν Βενετίᾳ θὰ συνέλθῃ τὴν προσεχῆ ἑβδομάδα. Ἡ Ἀγγλία ἀποκρούει κάθε πρότασιν διευκολύνουσαν τοὺς Τούρκους. xyxy=(1133,1188,1355,1294)
price-row xyxy=(264,748,492,761)
price-item: ΨΑΡΙΚΑ Σαρδ. Πορτ. xyxy=(30,795,147,809)
ad-edu-l1: Α') ΕΛΛΗΝΟΓΑΛΛΙΚΗ ΕΜΠΟΡΙΚΗ ΣΧΟΛΗ xyxy=(28,1492,260,1521)
price-item: Ἀμερικῆς xyxy=(266,633,318,647)
commercial-title: ΑΙ ΧΘΕΣΙΝΑΙ ΤΙΜΑΙ xyxy=(53,509,231,530)
ad-cigarette-title: ΣΙΓΑΡΕΤΤΑ ΜΑΡΟΥΔΗ xyxy=(69,876,452,912)
ad-school-title: ΜΑΡΑΣΛΕΙΟΝ ΛΥΚΕΙΟΝ Σ. ΝΟΥΚΑ xyxy=(56,1142,465,1168)
price-item: Βατούμ xyxy=(266,848,309,862)
crisis-p4: ΑΘΗΝΑΙ 10.— Ὁ κ. Μπούσιος εἶπε: Ἐντέλλομαι νὰ συνεχίσω τὸ ἔργον ὅπως καὶ οἱ συνάδελφοι. Προσκαλέσαμεν καὶ ἄλλους παράγοντας νὰ ἀναλάβουν μετ' ἡμῶν τὸ ἔργον. Ἡ Κυβέρνησις εἶνε πρόθυμος νὰ παραιτηθῇ καὶ αὐτὸς ὁ πρόεδρος. Ἀνεπίτρεπτος ὅμως ἡ ἀνάμιξις τῶν Ἑλλήνων. xyxy=(264,333,492,469)
ad-edu-l2: (Ἀνεγνωρισμένον ὑπὸ τοῦ Κράτους) xyxy=(28,1520,211,1532)
ad-bank-title: ΕΜΠΟΡΙΚΗ ΤΡΑΠΕΖΑ ΤΗΣ ΕΛΛΑΔΟΣ xyxy=(903,1719,1358,1743)
ad-export-title: THE EXPORT S/S CORPORATION xyxy=(550,491,661,518)
price-value: 128 xyxy=(469,822,490,836)
commercial-intro: Αἱ τιμαὶ τῶν διαφόρων ἐμπορευμάτων ἐπὶ τῇ ἀγορᾷ ἡμῶν εἶνε αἱ ἐξῆς: xyxy=(28,547,256,577)
agreement-p1: ΡΩΜΗ 10.— Ἀνακοινώθη ὅτι αἱ μεταξὺ τῶν Συμμάχων διαπραγματεύσεις ἐν Παρισίοις δὲν κατέληξαν εἰς συμφωνίαν. Τὸ «Γαλλικὸν Θέμα» γράφει, ὅτι αἱ διαφωνίαι μεταξὺ Ἀγγλίας καὶ Γαλλίας ἐξακολουθοῦν ὑφιστάμεναι. xyxy=(903,1188,1125,1294)
price-value: 7.80 xyxy=(465,721,490,735)
price-value: 6.50 xyxy=(465,696,490,710)
price-value: 175 xyxy=(469,683,490,697)
price-item: Νορβηγ. xyxy=(30,808,76,822)
ad-wool-body: Κλινοσκεπάσματα — Ὑφάσματα ἀνδρῶν — Καλτσες μάλλινες — Φανέλλαι — Τάπητες — Ποικιλία καὶ στερεότης χρωματισμῶν xyxy=(30,1029,491,1059)
ad-wool-addr: ΠΛΑΤΕΙΑ ΜΗΤΡΟΠΟΛΕΩΣ — ΑΘΗΝΑΙ xyxy=(140,1112,381,1127)
price-item: Σίκαλις xyxy=(30,618,74,632)
main-p7: ΡΩΜΗ 10.— Ὁ Κεμὰλ ἐδήλωσεν εἰς τὸν Ἰταλὸν πρόξενον ἐν Σμύρνῃ, ὅτι θὰ δεχθῇ τὴν σύγκλησιν τῆς Διασκέψεως, ἐφ' ὅσον οἱ σύμμαχοι ἀποδεχθοῦν προκαταβολικῶς εἰς τὸ Ἐθνικὸν Σύμβολον. xyxy=(1198,444,1562,507)
main-p8: ΚΩΝ)ΠΟΛΙΣ 10.— Ἡ «Τεζουνάλ» δημοσιεύει διατὶ κάτωθι ὑπὸ τοῦ κ. Μπουγιὸν κοινοποιηθεὶσαν εἰς τὸν Κεμὰλ ἀπόφασιν τῆς Διασκέψεως, ὅτι ἡ Τουρκία θὰ ἀναλάβῃ ἐκ νέου τὴν κυριαρχίαν εἰς τὴν Θράκην μετὰ τὴς Ἑλλάδος καὶ τῆς Βουλγαρίας τὰς ἐξῆς: xyxy=(1198,512,1562,592)
price-row xyxy=(264,723,492,736)
ad-georgikon-names: ΜΑΡΙΝΤΣΟΓΛΟΥ & ΑΒΡΑΣΟΓΛΟΥ xyxy=(539,927,672,957)
kpoli-p2: Εἰς τὸν λιμένα παραμένουν ἐν Γαλλικὸν καὶ ἐν Ἀγγλικὸν πολεμικόν. Οὐδαμοῦ τῆς πόλεως ὑψώθη ἡ Ἑλληνικὴ σημαία. xyxy=(1133,1034,1355,1094)
main-p5: γκαρὲ ἀπήντησεν, ὅτι, ὑπὸ τὰς παρούσας, παριστάσεις οὐδὲν δύναται νὰ πράξῃ ὑπὲρ τῆς Ἑλλάδος. xyxy=(1198,227,1562,258)
price-item: Κρήτης xyxy=(266,734,307,748)
conspiracy-p3: ΑΘΗΝΑΙ 10.— Ἐρρέθη τὴν νύκτα εἰς τὴν οἰκίαν τοῦ κ. Βρέκη καὶ πρὸς ἀνάκρισιν οἱ ἐκ τῶν συνωμοτῶν. xyxy=(504,417,707,478)
generals-headline: ΣΤΡΑΤΗΓΟΙ xyxy=(1413,1069,1514,1089)
chios-p1: ΑΘΗΝΑΙ 10.— Κατ' ἀσφαλεῖς ἐκ Χίου πληροφορίας, ἡ ἐν γένει κατάστασις ἐν τῇ νήσῳ ἐβελτιώθη. Τὰ συντεταγμένα τμήματα τῶν ἐφέδρων ἀνεχώρησαν ἀπὸ τὴν Ψαράν, ὅπου ἐστάλησαν πρὸς μετάθεσιν. Ὁ στρατιωτικὸς διοικητὴς τῆς νήσου ἐξέδωκε προκήρυξιν. Ἐπίσης ἡ Διοίκησις ἀπεφάσισε τὴν ἀπόλυσιν τῶν ἀρχαιοτέρων κλάσεων, ὥστε νὰ ἀποκατασταθῇ πλήρης ἡ τάξις. xyxy=(1366,1416,1562,1613)
ad-athinaiki-title: ΑΘΗΝΑΪΚΗ xyxy=(504,1224,899,1257)
column-middle-top xyxy=(504,74,707,634)
commercial-table-left xyxy=(28,582,256,835)
price-item: ΦΑΚΗ ἐγχώριος xyxy=(30,783,120,797)
price-value: 7.20 7.30 xyxy=(201,732,254,746)
price-item: Μυτιλήνης xyxy=(266,721,328,735)
ad-floria-l4: EXTRAIT ) Violette, Rosé, Trefle Ambre κ.λ.π. xyxy=(573,1831,830,1845)
ad-anatoli-agent: Γενικὸς Πράκτωρ καὶ κληρεξούσιος διὰ τὴν Μακεδονίαν xyxy=(940,1625,1321,1641)
price-value: 4.60 xyxy=(229,757,254,771)
bombs-p1: ΑΘΗΝΑΙ 10.— Τηλεγραφεῖται ἐκ Κων)πόλεως, ὅτι εἰς ὅλους τοὺς Τούρκους μέχρι 42 ἐτῶν διενεμήθησαν ὅπλα, ἐκ τῶν ὁποίων ἔχουσι ἤδη χρησιμοποιηθῇ ταχέως. Ἐπίσης ὑπάρχουν 1700 ἀξιωματικοί, οἱ ὁποῖοι θὰ διοικήσουν τοὺς στρατολογηθησομένους ἐν Κωνσταντινουπόλει. Αἱ πληροφορίαι αὗται προκαλοῦν φόβους διὰ τὸν χριστιανικὸν πληθυσμόν. xyxy=(1366,860,1562,1057)
crisis-p2: ΑΘΗΝΑΙ 10.—Ἡ «Καθημερινὴ» γράφει, ὅτι ἡ κυβέρνησις θεωρεῖ ἐπιβεβλημένην τὴν παραμονὴν της εἰς τὴν ἀρχήν. Συναντᾷ βεβαίως δυσχερείας, ἀλλ' αὗται εἶναι τοιαύτης ἀκριβῶς φύσεως ὥστε νὰ ἐπιβάλουν ὡς ἐθνικῶς ἀπαραίτητον τὴν παραμονὴν τῆς κυβερνήσεως. xyxy=(28,318,256,439)
price-row xyxy=(264,647,492,660)
ad-wool-sub: (ΑΝΩΝΥΜΟΣ ΕΤΑΙΡΕΙΑ) xyxy=(178,961,343,976)
ad-georgikon-title: ΓΕΩΡΓΙΚΟΝ ΓΡΑΦΕΙΟΝ xyxy=(512,911,699,929)
price-item: Βρώμη xyxy=(30,606,68,620)
ad-papadakis-name: ΠΑΠΑΔΑΚΗΣ ΓΕΩΡΓΙΟΣ xyxy=(1380,1778,1548,1794)
ad-georgikon-foot: Ὅλα νὰ εἶνε τῆς ἀντιλλοπισίου τῶν διαφόρων ἀρότρων. xyxy=(504,1056,707,1087)
price-row xyxy=(28,683,256,696)
price-value: 2.15-2.17 xyxy=(201,606,254,620)
price-value: 3.50 3.80 xyxy=(201,580,254,594)
ad-lawyer-title: ΔΙΚΗΓΟΡΟΣ xyxy=(764,1162,849,1177)
ad-school xyxy=(28,1143,493,1276)
chios-sub: ΑΠΟΚΑΤΑΣΤΑΘΗ Η ΤΑΞΙΣ xyxy=(1387,1399,1541,1413)
